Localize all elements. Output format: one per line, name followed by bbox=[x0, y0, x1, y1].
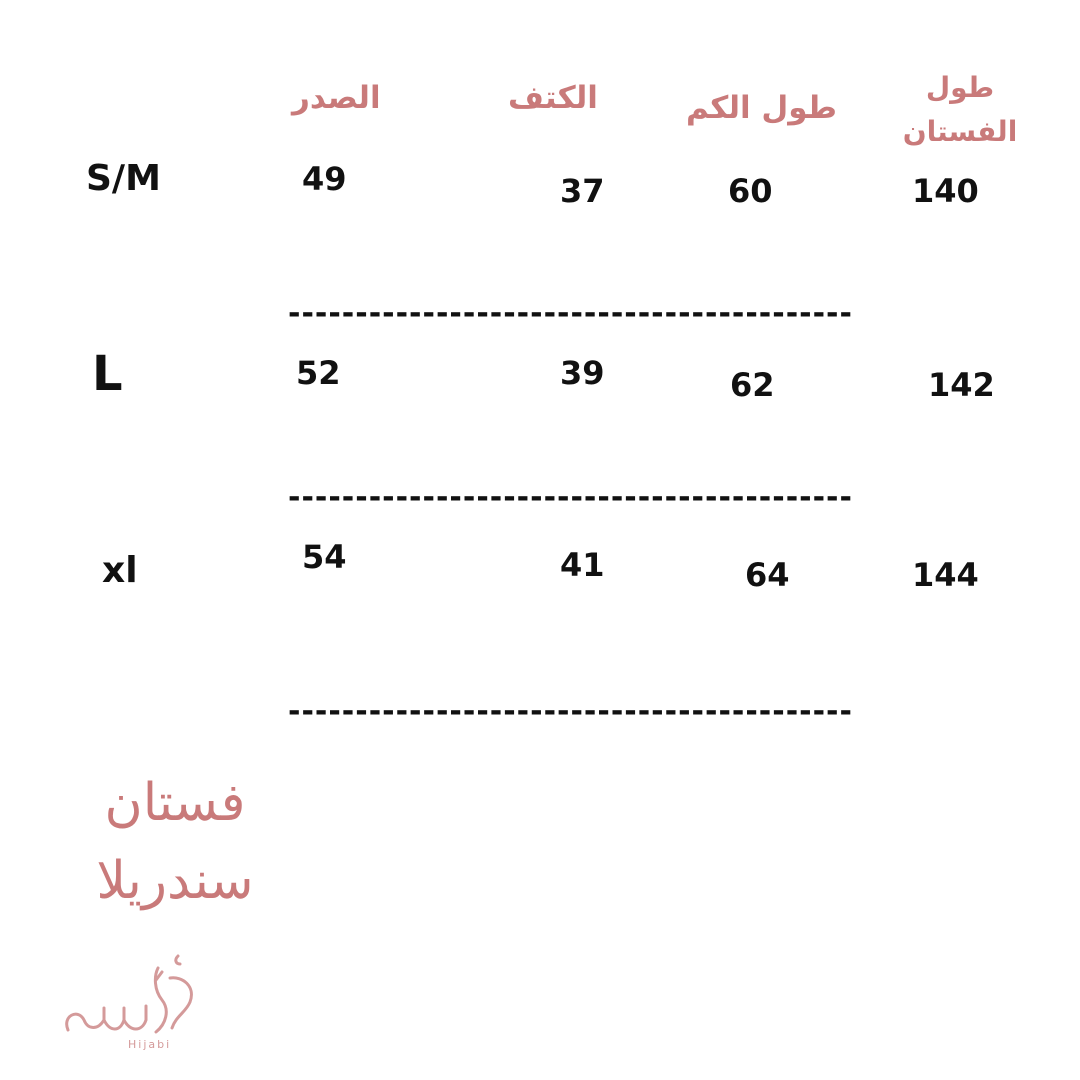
header-dress-length bbox=[895, 66, 1025, 154]
row-separator: ------------------------------------------ bbox=[288, 694, 853, 729]
header-dress-length-line2: الفستان bbox=[902, 115, 1018, 148]
dress-length-value: 140 bbox=[912, 172, 979, 210]
chest-value: 52 bbox=[296, 354, 341, 392]
brand-logo bbox=[58, 950, 218, 1060]
size-label: S/M bbox=[86, 158, 161, 199]
header-chest: الصدر bbox=[292, 80, 381, 116]
chest-value: 49 bbox=[302, 160, 347, 198]
header-sleeve-length: طول الكم bbox=[686, 90, 837, 126]
size-label: xl bbox=[102, 550, 138, 591]
product-name bbox=[60, 764, 290, 920]
header-shoulder: الكتف bbox=[508, 80, 598, 116]
sleeve-length-value: 62 bbox=[730, 366, 775, 404]
dress-length-value: 142 bbox=[928, 366, 995, 404]
sleeve-length-value: 64 bbox=[745, 556, 790, 594]
product-name-line2: سندريلا bbox=[96, 851, 254, 911]
shoulder-value: 39 bbox=[560, 354, 605, 392]
product-name-line1: فستان bbox=[104, 773, 246, 833]
size-label: L bbox=[92, 346, 123, 402]
chest-value: 54 bbox=[302, 538, 347, 576]
dress-length-value: 144 bbox=[912, 556, 979, 594]
shoulder-value: 41 bbox=[560, 546, 605, 584]
row-separator: ------------------------------------------ bbox=[288, 480, 853, 515]
sleeve-length-value: 60 bbox=[728, 172, 773, 210]
row-separator: ------------------------------------------ bbox=[288, 296, 853, 331]
brand-logo-text: Hijabi bbox=[128, 1038, 172, 1051]
header-dress-length-line1: طول bbox=[925, 71, 995, 104]
shoulder-value: 37 bbox=[560, 172, 605, 210]
